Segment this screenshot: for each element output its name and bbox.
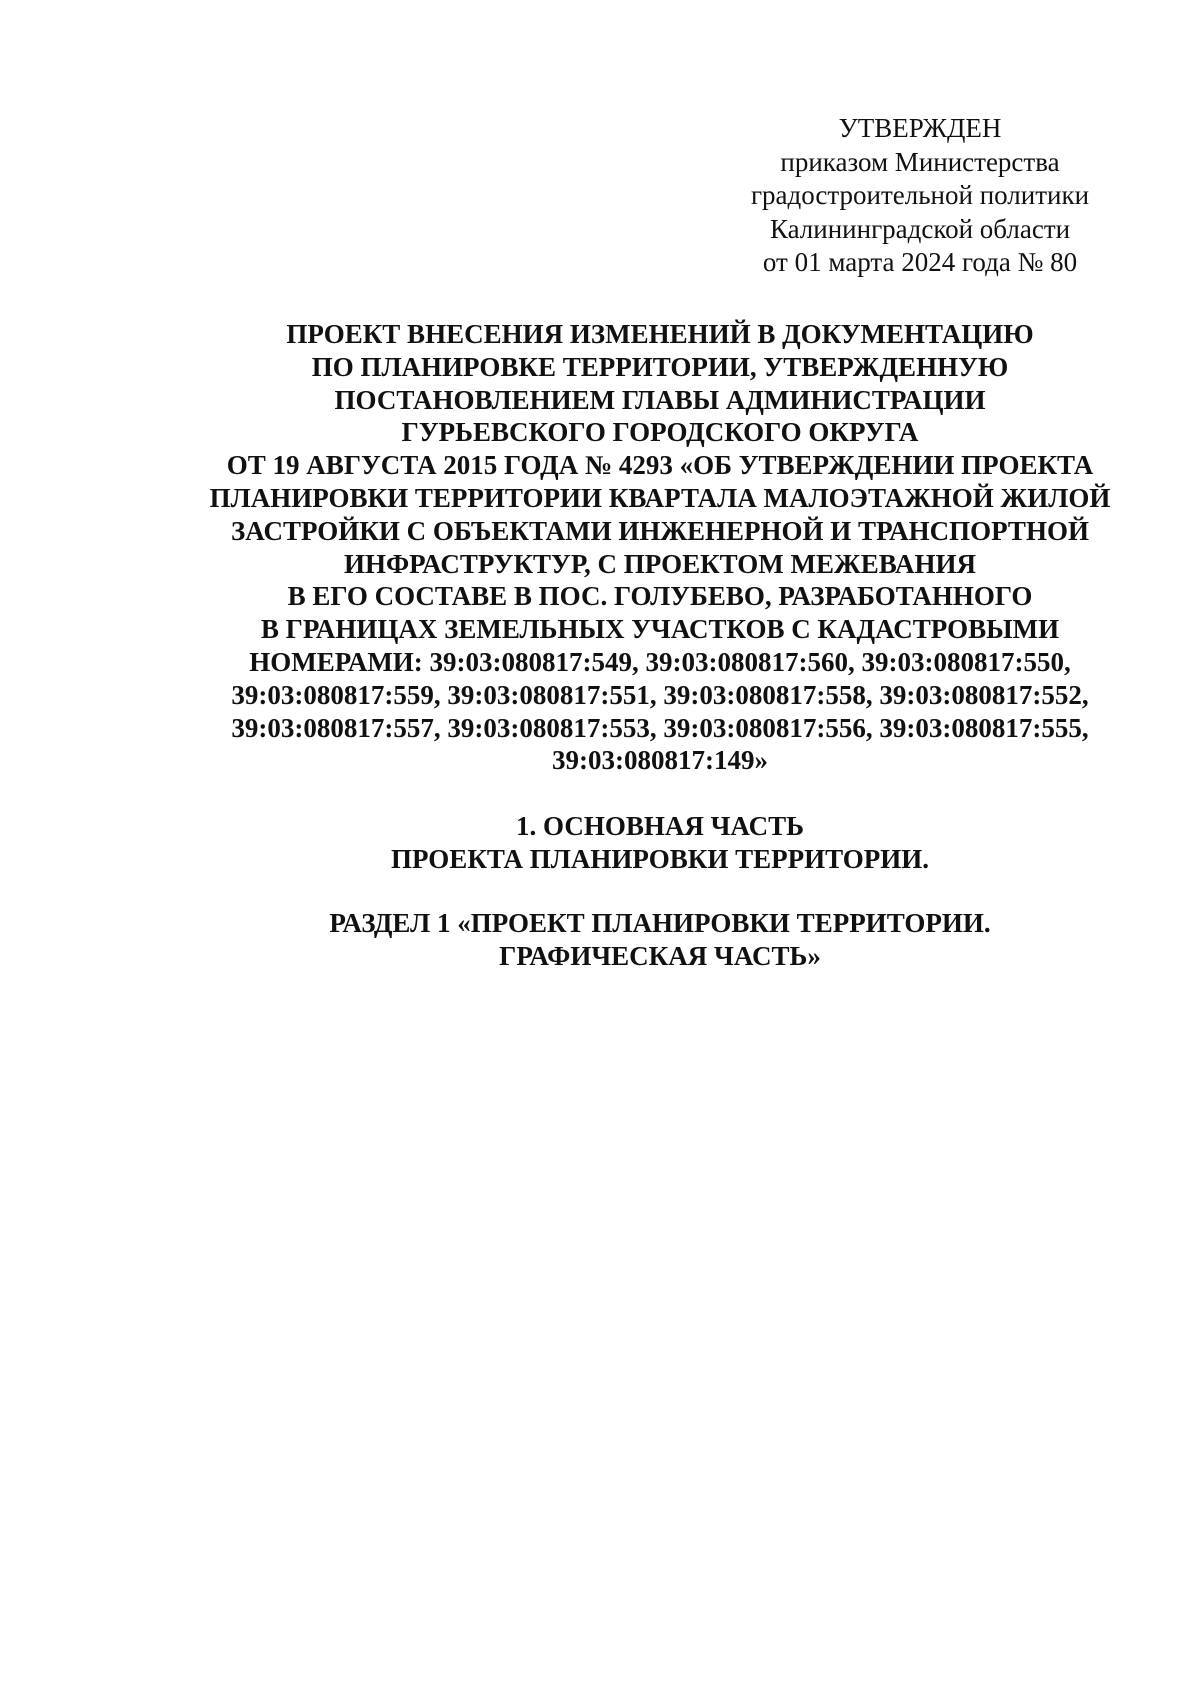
approval-line: градостроительной политики [750,180,1090,210]
main-part-line: ПРОЕКТА ПЛАНИРОВКИ ТЕРРИТОРИИ. [390,844,930,874]
title-line: 39:03:080817:557, 39:03:080817:553, 39:03:080817:556, 39:03:080817:555, [231,712,1089,743]
approval-stamp-block [720,112,1120,280]
document-title [160,318,1160,777]
title-line: ОТ 19 АВГУСТА 2015 ГОДА № 4293 «ОБ УТВЕРЖДЕНИИ ПРОЕКТА [226,450,1094,481]
approval-line: от 01 марта 2024 года № 80 [762,247,1078,277]
title-line: В ГРАНИЦАХ ЗЕМЕЛЬНЫХ УЧАСТКОВ С КАДАСТРОВЫМИ [260,614,1060,645]
title-line: В ЕГО СОСТАВЕ В ПОС. ГОЛУБЕВО, РАЗРАБОТАННОГО [287,581,1033,612]
title-line: ПО ПЛАНИРОВКЕ ТЕРРИТОРИИ, УТВЕРЖДЕННУЮ [311,351,1009,382]
approval-line: Калининградской области [769,213,1071,244]
title-line: 39:03:080817:559, 39:03:080817:551, 39:03:080817:558, 39:03:080817:552, [231,679,1089,710]
section-heading [160,907,1160,973]
approval-line: УТВЕРЖДЕН [838,113,1002,143]
title-line: ИНФРАСТРУКТУР, С ПРОЕКТОМ МЕЖЕВАНИЯ [343,548,977,579]
title-line: 39:03:080817:149» [552,745,768,776]
title-line: ПЛАНИРОВКИ ТЕРРИТОРИИ КВАРТАЛА МАЛОЭТАЖНОЙ ЖИЛОЙ [209,482,1111,513]
section-line: РАЗДЕЛ 1 «ПРОЕКТ ПЛАНИРОВКИ ТЕРРИТОРИИ. [329,908,991,938]
title-line: НОМЕРАМИ: 39:03:080817:549, 39:03:080817:560, 39:03:080817:550, [249,646,1071,677]
section-line: ГРАФИЧЕСКАЯ ЧАСТЬ» [499,941,821,971]
title-line: ПОСТАНОВЛЕНИЕМ ГЛАВЫ АДМИНИСТРАЦИИ [334,384,986,415]
main-part-line: 1. ОСНОВНАЯ ЧАСТЬ [516,811,804,841]
main-part-heading [160,810,1160,876]
title-line: ГУРЬЕВСКОГО ГОРОДСКОГО ОКРУГА [401,417,919,448]
title-line: ЗАСТРОЙКИ С ОБЪЕКТАМИ ИНЖЕНЕРНОЙ И ТРАНСПОРТНОЙ [231,515,1089,546]
title-line: ПРОЕКТ ВНЕСЕНИЯ ИЗМЕНЕНИЙ В ДОКУМЕНТАЦИЮ [286,319,1034,349]
approval-line: приказом Министерства [780,146,1060,177]
